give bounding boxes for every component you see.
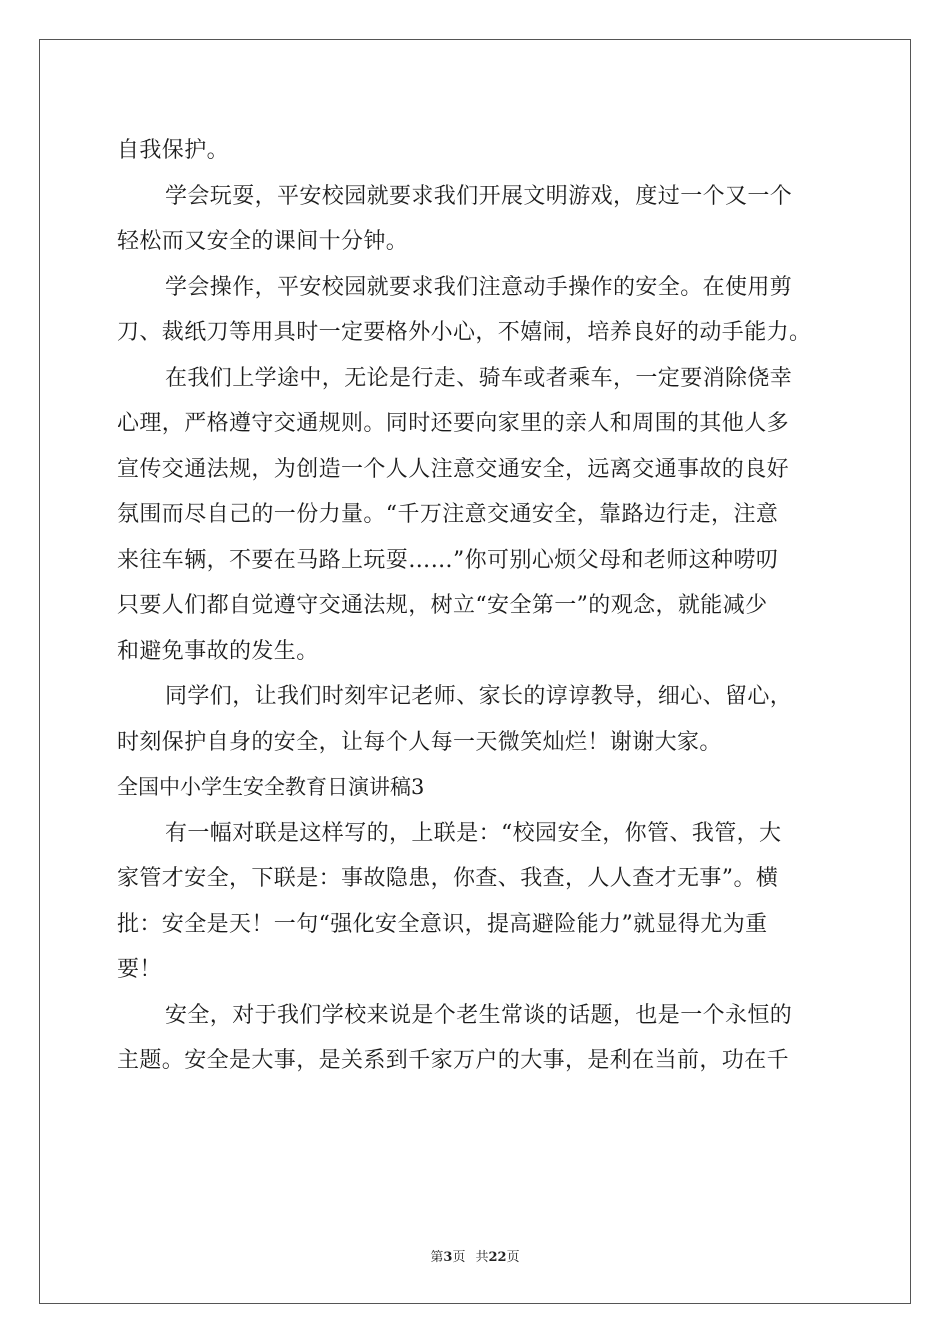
text-line: 有一幅对联是这样写的，上联是：“校园安全，你管、我管，大 [165, 820, 782, 846]
total-pages: 22 [488, 1250, 507, 1265]
text-line: 心理，严格遵守交通规则。同时还要向家里的亲人和周围的其他人多 [117, 411, 790, 436]
text-line: 安全，对于我们学校来说是个老生常谈的话题，也是一个永恒的 [165, 1002, 793, 1028]
page-number: 3 [443, 1250, 453, 1265]
page-suffix: 页 [452, 1250, 466, 1265]
text-line: 批：安全是天！一句“强化安全意识，提高避险能力”就显得尤为重 [117, 911, 768, 937]
text-line: 要！ [117, 957, 162, 982]
page-prefix: 第 [430, 1250, 444, 1265]
text-line: 主题。安全是大事，是关系到千家万户的大事，是利在当前，功在千 [117, 1048, 790, 1073]
text-line: 氛围而尽自己的一份力量。“千万注意交通安全，靠路边行走，注意 [117, 502, 779, 527]
text-line: 家管才安全，下联是：事故隐患，你查、我查，人人查才无事”。横 [117, 866, 779, 891]
document-body [117, 128, 837, 1084]
text-line: 轻松而又安全的课间十分钟。 [117, 229, 409, 254]
text-line: 学会玩耍，平安校园就要求我们开展文明游戏，度过一个又一个 [165, 183, 793, 209]
text-line: 只要人们都自觉遵守交通法规，树立“安全第一”的观念，就能减少 [117, 593, 768, 618]
text-line: 学会操作，平安校园就要求我们注意动手操作的安全。在使用剪 [165, 274, 793, 300]
total-prefix: 共 [475, 1250, 489, 1265]
page-footer [0, 1246, 950, 1265]
text-line: 来往车辆，不要在马路上玩耍……”你可别心烦父母和老师这种唠叨 [117, 547, 779, 573]
section-heading: 全国中小学生安全教育日演讲稿3 [117, 775, 425, 799]
text-line: 时刻保护自身的安全，让每个人每一天微笑灿烂！谢谢大家。 [117, 729, 722, 755]
text-line: 刀、裁纸刀等用具时一定要格外小心，不嬉闹，培养良好的动手能力。 [117, 320, 812, 345]
total-suffix: 页 [506, 1250, 520, 1265]
text-line: 宣传交通法规，为创造一个人人注意交通安全，远离交通事故的良好 [117, 456, 790, 482]
text-line: 同学们，让我们时刻牢记老师、家长的谆谆教导，细心、留心， [165, 684, 793, 709]
text-line: 和避免事故的发生。 [117, 638, 319, 664]
text-line: 自我保护。 [117, 138, 230, 163]
text-line: 在我们上学途中，无论是行走、骑车或者乘车，一定要消除侥幸 [165, 365, 793, 391]
